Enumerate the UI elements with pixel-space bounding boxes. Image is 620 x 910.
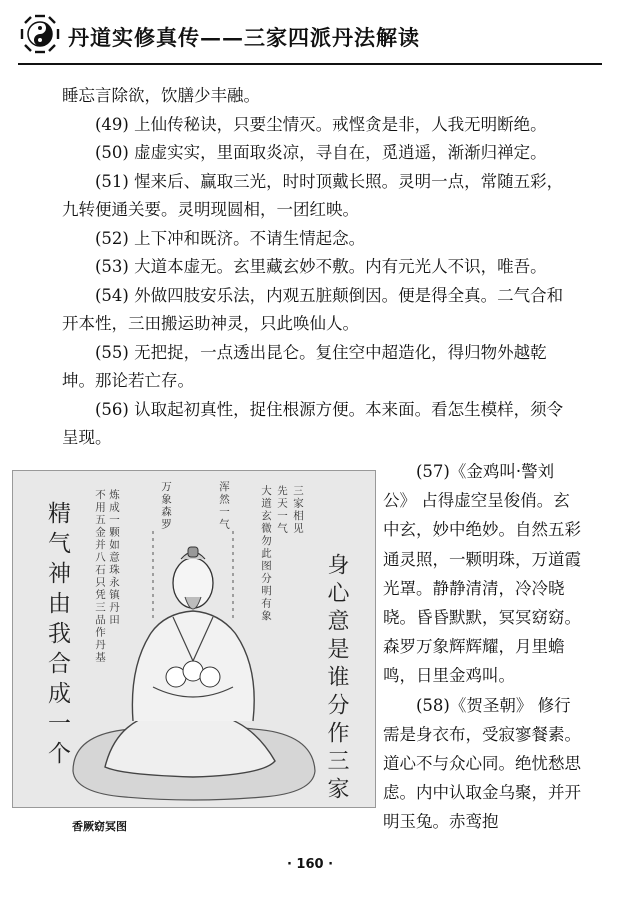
small-inscription: 不用五金并八石只凭三品作丹基 — [94, 489, 106, 664]
small-inscription: 浑然一气 — [218, 481, 230, 531]
paragraph: (50) 虚虚实实，里面取炎凉，寻自在，觅逍遥，渐渐归禅定。 — [95, 143, 547, 162]
small-inscription: 大道玄微勿此图分明有象 — [260, 485, 272, 623]
paragraph: (58)《贺圣朝》 修行需是身衣布，受寂寥餐素。道心不与众心同。绝忧愁思虑。内中认取金乌聚，并开明玉兔。赤鸾抱 — [383, 695, 581, 832]
page-header — [18, 12, 602, 60]
main-text — [62, 82, 564, 453]
paragraph: (57)《金鸡叫·警刘公》 占得虚空呈俊俏。玄中玄，妙中绝妙。自然五彩通灵照，一颗明珠，万道霞光罩。静静清清，冷冷晓晓。昏昏默默，冥冥窈窈。森罗万象辉辉耀，月里蟾鸣，日里金鸡叫。 — [383, 462, 581, 686]
taiji-bagua-icon — [20, 14, 60, 54]
small-inscription: 炼成一颗如意珠永镇丹田 — [108, 489, 120, 627]
paragraph: (49) 上仙传秘诀，只要尘情灭。戒悭贪是非，人我无明断绝。 — [95, 114, 547, 134]
paragraph: (51) 惺来后、赢取三光，时时顶戴长照。灵明一点，常随五彩，九转便通关要。灵明现圆相，一团红映。 — [62, 171, 564, 219]
right-calligraphy: 身心意是谁分作三家 — [324, 553, 349, 805]
paragraph: (56) 认取起初真性，捉住根源方便。本来面。看怎生模样，须令呈现。 — [62, 399, 564, 447]
paragraph: 睡忘言除欲，饮膳少丰融。 — [62, 86, 260, 105]
paragraph: (55) 无把捉，一点透出昆仑。复住空中超造化，得归物外越乾坤。那论若亡存。 — [62, 342, 547, 390]
left-calligraphy: 精气神由我合成一个 — [44, 501, 70, 771]
header-title: 丹道实修真传——三家四派丹法解读 — [68, 25, 420, 50]
small-inscription: 万象森罗 — [160, 481, 172, 531]
side-text — [383, 457, 583, 837]
figure-caption: 香厥窈冥图 — [72, 820, 127, 833]
paragraph: (52) 上下冲和既济。不请生情起念。 — [95, 228, 366, 248]
small-inscription: 先天一气 — [276, 485, 288, 535]
paragraph: (54) 外做四肢安乐法，内观五脏颠倒因。便是得全真。二气合和开本性，三田搬运助神灵，只此唤仙人。 — [62, 285, 564, 333]
paragraph: (53) 大道本虚无。玄里藏玄妙不敷。内有元光人不识，唯吾。 — [95, 257, 547, 276]
page-number: · 160 · — [286, 857, 334, 872]
small-inscription: 三家相见 — [292, 485, 304, 535]
header-rule — [18, 63, 602, 65]
meditation-figure — [12, 470, 376, 808]
